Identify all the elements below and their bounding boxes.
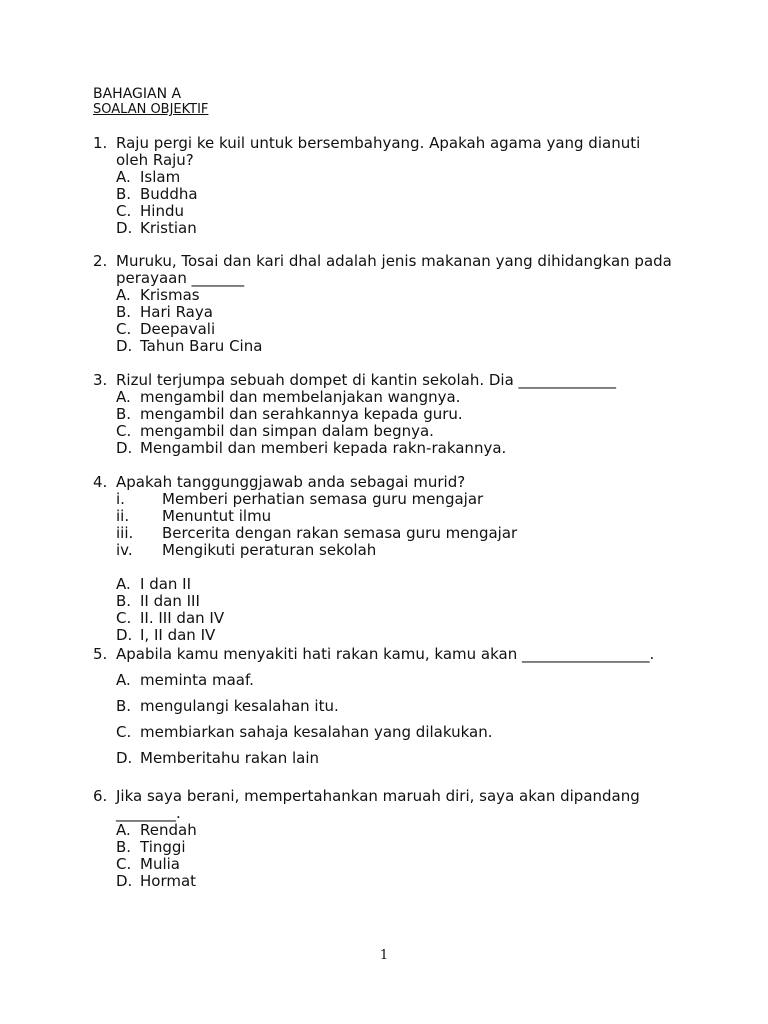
option-c xyxy=(116,610,676,627)
option-a xyxy=(116,287,676,304)
option-text: Tahun Baru Cina xyxy=(140,337,263,355)
option-d xyxy=(116,220,676,237)
option-text: Rendah xyxy=(140,821,197,839)
option-a xyxy=(116,389,676,406)
statement-label: ii. xyxy=(116,507,130,525)
statement-label: iii. xyxy=(116,524,134,542)
option-d xyxy=(116,750,716,767)
option-a xyxy=(116,672,716,689)
option-text: membiarkan sahaja kesalahan yang dilakukan. xyxy=(140,723,493,741)
option-label: A. xyxy=(116,286,131,304)
option-d xyxy=(116,873,676,890)
option-label: A. xyxy=(116,388,131,406)
option-b xyxy=(116,406,676,423)
question-number: 6. xyxy=(93,787,108,805)
option-label: B. xyxy=(116,303,132,321)
question-text: Rizul terjumpa sebuah dompet di kantin sekolah. Dia _____________ xyxy=(116,371,617,389)
question-text: Apakah tanggunggjawab anda sebagai murid? xyxy=(116,473,466,491)
option-label: D. xyxy=(116,749,133,767)
option-text: mengambil dan simpan dalam begnya. xyxy=(140,422,434,440)
option-label: C. xyxy=(116,609,132,627)
option-d xyxy=(116,440,676,457)
option-c xyxy=(116,321,676,338)
option-text: mengambil dan serahkannya kepada guru. xyxy=(140,405,463,423)
question-number: 1. xyxy=(93,134,108,152)
option-text: Krismas xyxy=(140,286,200,304)
question-5 xyxy=(93,646,716,767)
page-number: 1 xyxy=(379,948,389,963)
option-text: II dan III xyxy=(140,592,200,610)
option-text: Hindu xyxy=(140,202,184,220)
statement-iv xyxy=(116,542,676,559)
question-text: Jika saya berani, mempertahankan maruah diri, saya akan dipandang ________. xyxy=(116,787,640,822)
question-1 xyxy=(93,135,676,237)
question-6 xyxy=(93,788,676,890)
option-label: B. xyxy=(116,697,132,715)
option-label: C. xyxy=(116,855,132,873)
option-label: C. xyxy=(116,422,132,440)
option-b xyxy=(116,698,716,715)
option-text: Deepavali xyxy=(140,320,216,338)
option-a xyxy=(116,822,676,839)
question-3 xyxy=(93,372,676,457)
option-b xyxy=(116,186,676,203)
statement-label: i. xyxy=(116,490,125,508)
question-number: 5. xyxy=(93,645,108,663)
option-label: A. xyxy=(116,821,131,839)
option-text: Buddha xyxy=(140,185,198,203)
option-text: Tinggi xyxy=(140,838,186,856)
option-label: D. xyxy=(116,872,133,890)
question-text: Raju pergi ke kuil untuk bersembahyang. Apakah agama yang dianuti oleh Raju? xyxy=(116,134,641,169)
statement-text: Bercerita dengan rakan semasa guru mengajar xyxy=(162,524,518,542)
option-label: B. xyxy=(116,185,132,203)
statement-text: Mengikuti peraturan sekolah xyxy=(162,541,377,559)
option-label: C. xyxy=(116,320,132,338)
option-text: Kristian xyxy=(140,219,197,237)
option-text: Hari Raya xyxy=(140,303,213,321)
statement-text: Memberi perhatian semasa guru mengajar xyxy=(162,490,484,508)
question-number: 4. xyxy=(93,473,108,491)
option-label: B. xyxy=(116,405,132,423)
section-subtitle: SOALAN OBJEKTIF xyxy=(93,102,209,117)
statement-i xyxy=(116,491,676,508)
option-a xyxy=(116,169,676,186)
statement-ii xyxy=(116,508,676,525)
option-a xyxy=(116,576,676,593)
option-label: B. xyxy=(116,592,132,610)
option-b xyxy=(116,304,676,321)
question-text: Apabila kamu menyakiti hati rakan kamu, kamu akan _________________. xyxy=(116,645,655,663)
statement-label: iv. xyxy=(116,541,133,559)
question-2 xyxy=(93,253,676,355)
option-label: A. xyxy=(116,575,131,593)
statement-text: Menuntut ilmu xyxy=(162,507,272,525)
question-number: 3. xyxy=(93,371,108,389)
option-text: meminta maaf. xyxy=(140,671,254,689)
option-text: II. III dan IV xyxy=(140,609,225,627)
option-label: A. xyxy=(116,671,131,689)
option-label: B. xyxy=(116,838,132,856)
option-label: C. xyxy=(116,202,132,220)
question-text: Muruku, Tosai dan kari dhal adalah jenis makanan yang dihidangkan pada perayaan _______ xyxy=(116,252,672,287)
section-title: BAHAGIAN A xyxy=(93,86,182,102)
option-label: D. xyxy=(116,337,133,355)
option-label: A. xyxy=(116,168,131,186)
option-text: Hormat xyxy=(140,872,197,890)
option-text: Memberitahu rakan lain xyxy=(140,749,320,767)
statement-iii xyxy=(116,525,676,542)
option-c xyxy=(116,423,676,440)
option-label: D. xyxy=(116,626,133,644)
option-b xyxy=(116,839,676,856)
option-c xyxy=(116,724,716,741)
question-number: 2. xyxy=(93,252,108,270)
option-d xyxy=(116,627,676,644)
option-label: D. xyxy=(116,439,133,457)
option-text: mengambil dan membelanjakan wangnya. xyxy=(140,388,461,406)
option-c xyxy=(116,203,676,220)
option-text: Mengambil dan memberi kepada rakn-rakannya. xyxy=(140,439,507,457)
option-d xyxy=(116,338,676,355)
option-text: I, II dan IV xyxy=(140,626,216,644)
option-label: D. xyxy=(116,219,133,237)
option-label: C. xyxy=(116,723,132,741)
question-4 xyxy=(93,474,676,644)
option-c xyxy=(116,856,676,873)
option-text: Mulia xyxy=(140,855,180,873)
option-text: Islam xyxy=(140,168,181,186)
option-text: I dan II xyxy=(140,575,192,593)
option-b xyxy=(116,593,676,610)
option-text: mengulangi kesalahan itu. xyxy=(140,697,339,715)
